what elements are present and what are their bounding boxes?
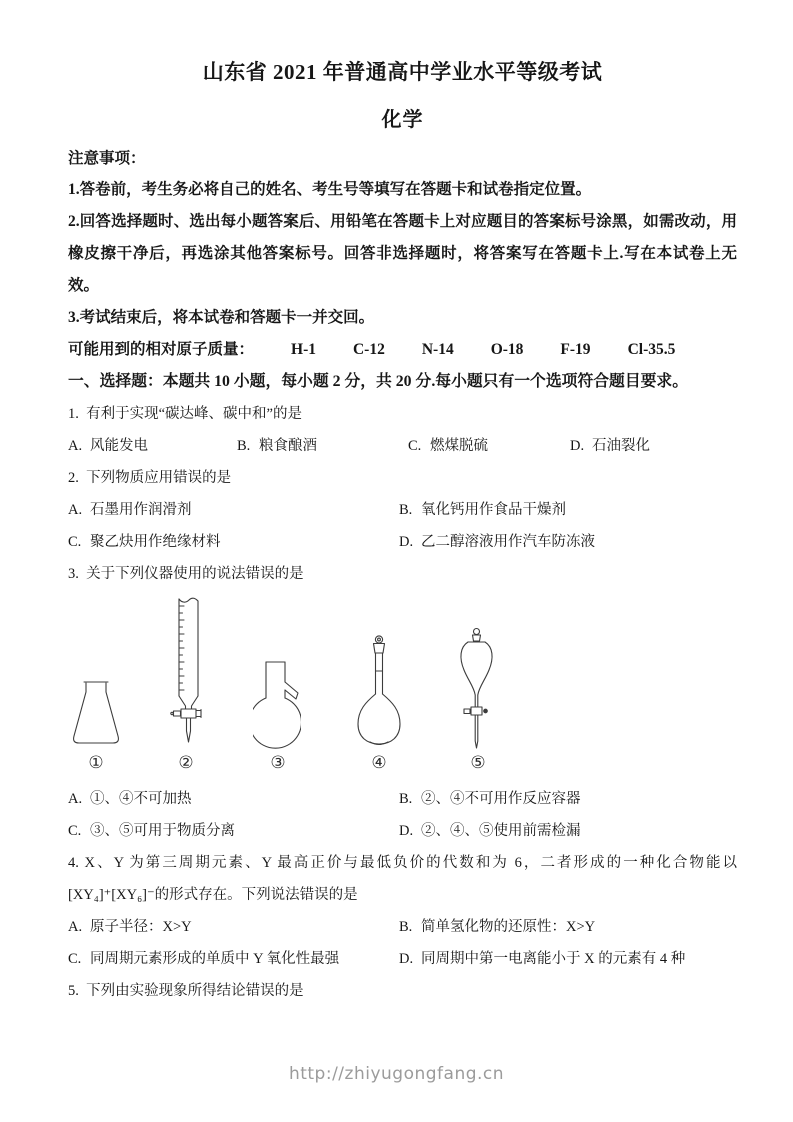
erlenmeyer-flask-figure	[70, 680, 122, 748]
volumetric-flask-figure	[353, 634, 405, 749]
q2-option-d: D. 乙二醇溶液用作汽车防冻液	[399, 534, 595, 550]
q4-option-a: A. 原子半径：X>Y	[68, 919, 192, 935]
question-4-options-row-2	[68, 943, 737, 975]
q3-option-a: A. ①、④不可加热	[68, 791, 192, 807]
atomic-masses-label: 可能用到的相对原子质量：	[68, 341, 255, 358]
atomic-masses-row	[68, 334, 737, 366]
q3-option-b: B. ②、④不可用作反应容器	[399, 791, 581, 807]
page-title: 山东省 2021 年普通高中学业水平等级考试	[202, 60, 603, 84]
notice-item-2: 2.回答选择题时、选出每小题答案后、用铅笔在答题卡上对应题目的答案标号涂黑，如需改动，用橡皮擦干净后，再选涂其他答案标号。回答非选择题时，将答案写在答题卡上.写在本试卷上无效。	[68, 213, 737, 294]
apparatus-label-1: ①	[88, 753, 104, 772]
atomic-mass-c: C-12	[352, 341, 385, 358]
subject-title: 化学	[381, 109, 424, 131]
q2-option-b: B. 氧化钙用作食品干燥剂	[399, 502, 566, 518]
question-1-text: 1. 有利于实现“碳达峰、碳中和”的是	[68, 406, 302, 422]
q3-option-d: D. ②、④、⑤使用前需检漏	[399, 823, 581, 839]
question-1-options	[68, 430, 737, 462]
question-4-options-row-1	[68, 911, 737, 943]
question-3-text: 3. 关于下列仪器使用的说法错误的是	[68, 566, 304, 582]
separating-funnel-figure	[458, 627, 496, 751]
apparatus-label-4: ④	[371, 753, 387, 772]
atomic-mass-o: O-18	[490, 341, 524, 358]
q4-option-d: D. 同周期中第一电离能小于 X 的元素有 4 种	[399, 951, 686, 967]
notice-item-3: 3.考试结束后，将本试卷和答题卡一并交回。	[68, 309, 375, 326]
question-4-text: 4. X、Y 为第三周期元素、Y 最高正价与最低负价的代数和为 6，二者形成的一种化合物能以[XY₄]⁺[XY₆]⁻的形式存在。下列说法错误的是	[68, 855, 737, 903]
apparatus-label-3: ③	[270, 753, 286, 772]
question-3-options-row-1	[68, 783, 737, 815]
notice-item-1: 1.答卷前，考生务必将自己的姓名、考生号等填写在答题卡和试卷指定位置。	[68, 181, 592, 198]
atomic-mass-n: N-14	[421, 341, 454, 358]
notice-heading: 注意事项：	[68, 150, 146, 167]
question-2-options-row-2	[68, 526, 737, 558]
q1-option-a: A. 风能发电	[68, 438, 148, 454]
apparatus-label-5: ⑤	[470, 753, 486, 772]
q4-option-b: B. 简单氢化物的还原性：X>Y	[399, 919, 596, 935]
q2-option-c: C. 聚乙炔用作绝缘材料	[68, 534, 221, 550]
q4-option-c: C. 同周期元素形成的单质中 Y 氧化性最强	[68, 951, 340, 967]
atomic-mass-f: F-19	[560, 341, 591, 358]
q1-option-c: C. 燃煤脱硫	[408, 438, 488, 454]
q2-option-a: A. 石墨用作润滑剂	[68, 502, 192, 518]
q1-option-d: D. 石油裂化	[570, 438, 650, 454]
atomic-mass-cl: Cl-35.5	[627, 341, 676, 358]
question-2-text: 2. 下列物质应用错误的是	[68, 470, 232, 486]
question-3-figure	[68, 592, 737, 777]
round-bottom-flask-figure	[253, 660, 301, 754]
question-5-text: 5. 下列由实验现象所得结论错误的是	[68, 983, 304, 999]
burette-figure	[170, 596, 206, 748]
q1-option-b: B. 粮食酿酒	[237, 438, 317, 454]
question-2-options-row-1	[68, 494, 737, 526]
q3-option-c: C. ③、⑤可用于物质分离	[68, 823, 235, 839]
apparatus-label-2: ②	[178, 753, 194, 772]
question-3-options-row-2	[68, 815, 737, 847]
atomic-mass-h: H-1	[291, 341, 316, 358]
watermark-url: http://zhiyugongfang.cn	[288, 1064, 505, 1084]
section-heading: 一、选择题：本题共 10 小题，每小题 2 分，共 20 分.每小题只有一个选项符合题目要求。	[68, 373, 689, 390]
